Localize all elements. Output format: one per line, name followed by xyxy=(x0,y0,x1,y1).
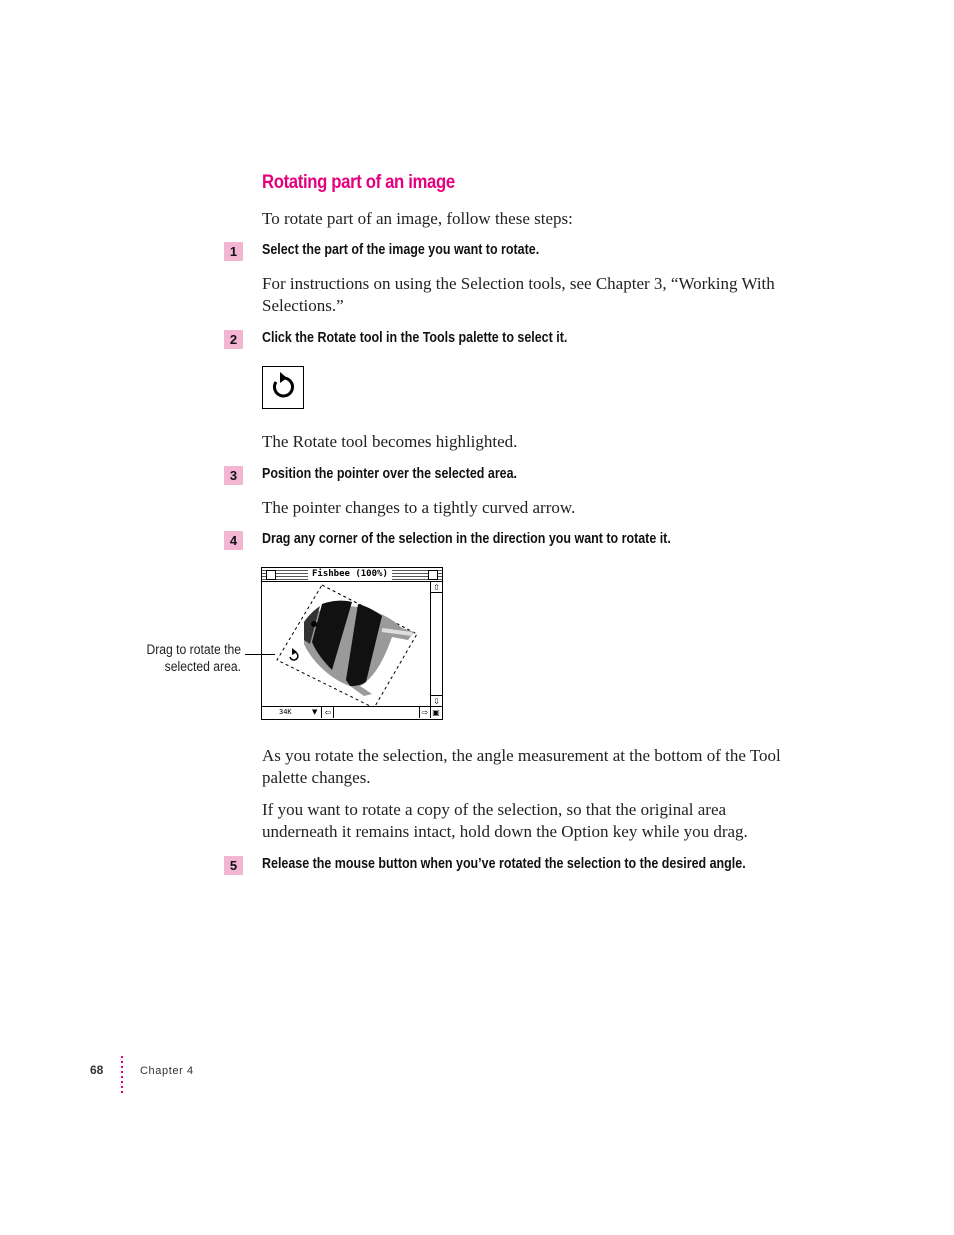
window-title: Fishbee (100%) xyxy=(308,568,392,581)
folio-dots xyxy=(121,1056,123,1094)
step-5-number: 5 xyxy=(224,856,243,875)
size-popup-arrow-icon[interactable]: ▼ xyxy=(312,708,318,716)
intro-text: To rotate part of an image, follow these steps: xyxy=(262,209,573,228)
step-3-text: Position the pointer over the selected area. xyxy=(262,466,518,482)
chapter-label: Chapter 4 xyxy=(140,1065,194,1077)
callout-line xyxy=(245,654,275,655)
selection-note: For instructions on using the Selection tools, see Chapter 3, “Working With Selections.” xyxy=(262,274,775,315)
step-2-number: 2 xyxy=(224,330,243,349)
horizontal-scrollbar[interactable] xyxy=(262,706,442,719)
window-titlebar[interactable] xyxy=(262,568,442,582)
close-box-icon[interactable] xyxy=(266,570,276,580)
fish-canvas xyxy=(262,582,431,706)
page-number: 68 xyxy=(90,1063,104,1077)
angle-note: As you rotate the selection, the angle measurement at the bottom of the Tool palette changes. xyxy=(262,746,781,787)
memory-size-box[interactable] xyxy=(262,707,322,718)
scroll-right-arrow-icon[interactable]: ⇨ xyxy=(419,707,430,718)
step-4-number: 4 xyxy=(224,531,243,550)
vertical-scrollbar[interactable] xyxy=(430,582,442,706)
zoom-box-icon[interactable] xyxy=(428,570,438,580)
step-4-text: Drag any corner of the selection in the direction you want to rotate it. xyxy=(262,531,671,547)
step-5-text: Release the mouse button when you’ve rotated the selection to the desired angle. xyxy=(262,856,746,872)
pointer-text: The pointer changes to a tightly curved arrow. xyxy=(262,498,576,517)
highlighted-text: The Rotate tool becomes highlighted. xyxy=(262,432,518,451)
rotate-tool-icon[interactable] xyxy=(262,366,304,409)
image-window xyxy=(261,567,443,720)
step-2-text: Click the Rotate tool in the Tools palette to select it. xyxy=(262,330,568,346)
step-1-text: Select the part of the image you want to rotate. xyxy=(262,242,540,258)
scroll-left-arrow-icon[interactable]: ⇦ xyxy=(323,707,334,718)
size-box-icon[interactable]: ▣ xyxy=(430,707,441,718)
step-3-number: 3 xyxy=(224,466,243,485)
scroll-up-arrow-icon[interactable]: ⇧ xyxy=(431,582,442,593)
copy-note: If you want to rotate a copy of the selection, so that the original area underneath it remains intact, hold down the Option key while you drag. xyxy=(262,800,748,841)
rotate-pointer-icon xyxy=(290,648,298,660)
scroll-down-arrow-icon[interactable]: ⇩ xyxy=(431,695,442,706)
memory-size: 34K xyxy=(279,708,292,716)
step-1-number: 1 xyxy=(224,242,243,261)
section-heading: Rotating part of an image xyxy=(262,172,455,193)
figure-caption: Drag to rotate the selected area. xyxy=(146,642,241,674)
